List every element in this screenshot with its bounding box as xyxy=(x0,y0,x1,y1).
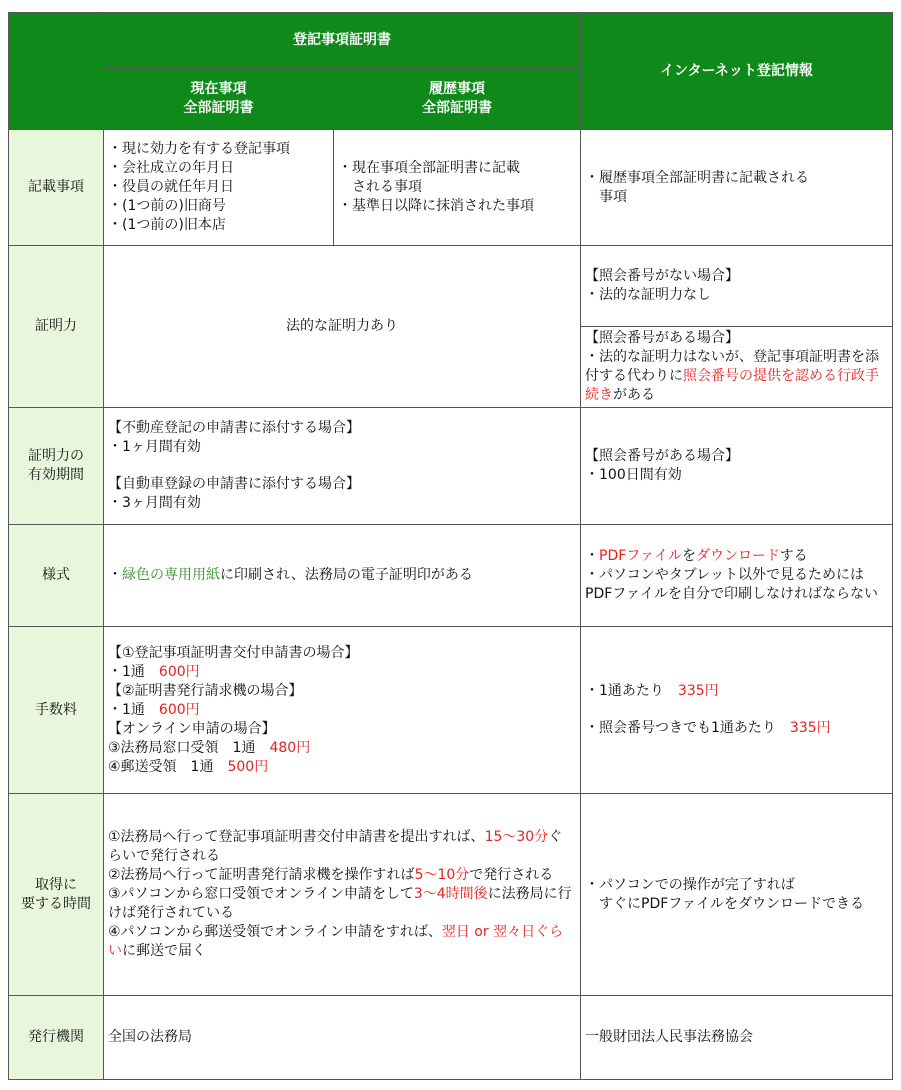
fee-internet-cell: ・1通あたり 335円 ・照会番号つきでも1通あたり 335円 xyxy=(581,627,893,794)
row-label-issuer: 発行機関 xyxy=(9,996,104,1080)
highlight-text: 照会番号の提供を認める行政手続き xyxy=(585,368,879,403)
corner-header-cell xyxy=(9,13,104,130)
fee-cert-cell: 【①登記事項証明書交付申請書の場合】 ・1通 600円 【②証明書発行請求機の場合】 ・1通 600円 【オンライン申請の場合】 ③法務局窓口受領 1通 480円 ④郵送受領 1通 500円 xyxy=(104,627,581,794)
entries-current-cell: ・現に効力を有する登記事項 ・会社成立の年月日 ・役員の就任年月日 ・(1つ前の)旧商号 ・(1つ前の)旧本店 xyxy=(104,130,334,246)
issuer-cert-cell: 全国の法務局 xyxy=(104,996,581,1080)
entries-history-cell: ・現在事項全部証明書に記載 される事項 ・基準日以降に抹消された事項 xyxy=(334,130,581,246)
format-internet-cell: ・PDFファイルをダウンロードする ・パソコンやタブレット以外で見るためにはPDFファイルを自分で印刷しなければならない xyxy=(581,525,893,627)
probative-cert-cell: 法的な証明力あり xyxy=(104,246,581,408)
probative-internet-ref-cell: 【照会番号がある場合】 ・法的な証明力はないが、登記事項証明書を添付する代わりに照会番号の提供を認める行政手続きがある xyxy=(581,327,893,408)
format-cert-cell: ・緑色の専用用紙に印刷され、法務局の電子証明印がある xyxy=(104,525,581,627)
row-label-validity: 証明力の 有効期間 xyxy=(9,408,104,525)
time-cert-cell: ①法務局へ行って登記事項証明書交付申請書を提出すれば、15～30分ぐらいで発行される ②法務局へ行って証明書発行請求機を操作すれば5～10分で発行される ③パソコンから窓口受領でオンライン申請をして3～4時間後に法務局に行けば発行されている ④パソコンから郵送受領でオンライン申請をすれば、翌日 or 翌々日ぐらいに郵送で届く xyxy=(104,794,581,996)
history-all-header: 履歴事項 全部証明書 xyxy=(334,69,581,130)
registry-cert-header: 登記事項証明書 xyxy=(104,13,581,69)
current-all-header: 現在事項 全部証明書 xyxy=(104,69,334,130)
probative-internet-no-ref-cell: 【照会番号がない場合】 ・法的な証明力なし xyxy=(581,246,893,327)
row-label-time: 取得に 要する時間 xyxy=(9,794,104,996)
internet-info-header: インターネット登記情報 xyxy=(581,13,893,130)
issuer-internet-cell: 一般財団法人民事法務協会 xyxy=(581,996,893,1080)
row-label-format: 様式 xyxy=(9,525,104,627)
validity-internet-cell: 【照会番号がある場合】 ・100日間有効 xyxy=(581,408,893,525)
validity-cert-cell: 【不動産登記の申請書に添付する場合】 ・1ヶ月間有効 【自動車登録の申請書に添付する場合】 ・3ヶ月間有効 xyxy=(104,408,581,525)
row-label-entries: 記載事項 xyxy=(9,130,104,246)
comparison-table xyxy=(8,12,893,1080)
row-label-probative: 証明力 xyxy=(9,246,104,408)
row-label-fee: 手数料 xyxy=(9,627,104,794)
time-internet-cell: ・パソコンでの操作が完了すれば すぐにPDFファイルをダウンロードできる xyxy=(581,794,893,996)
green-paper-text: 緑色の専用用紙 xyxy=(122,567,220,583)
entries-internet-cell: ・履歴事項全部証明書に記載される 事項 xyxy=(581,130,893,246)
